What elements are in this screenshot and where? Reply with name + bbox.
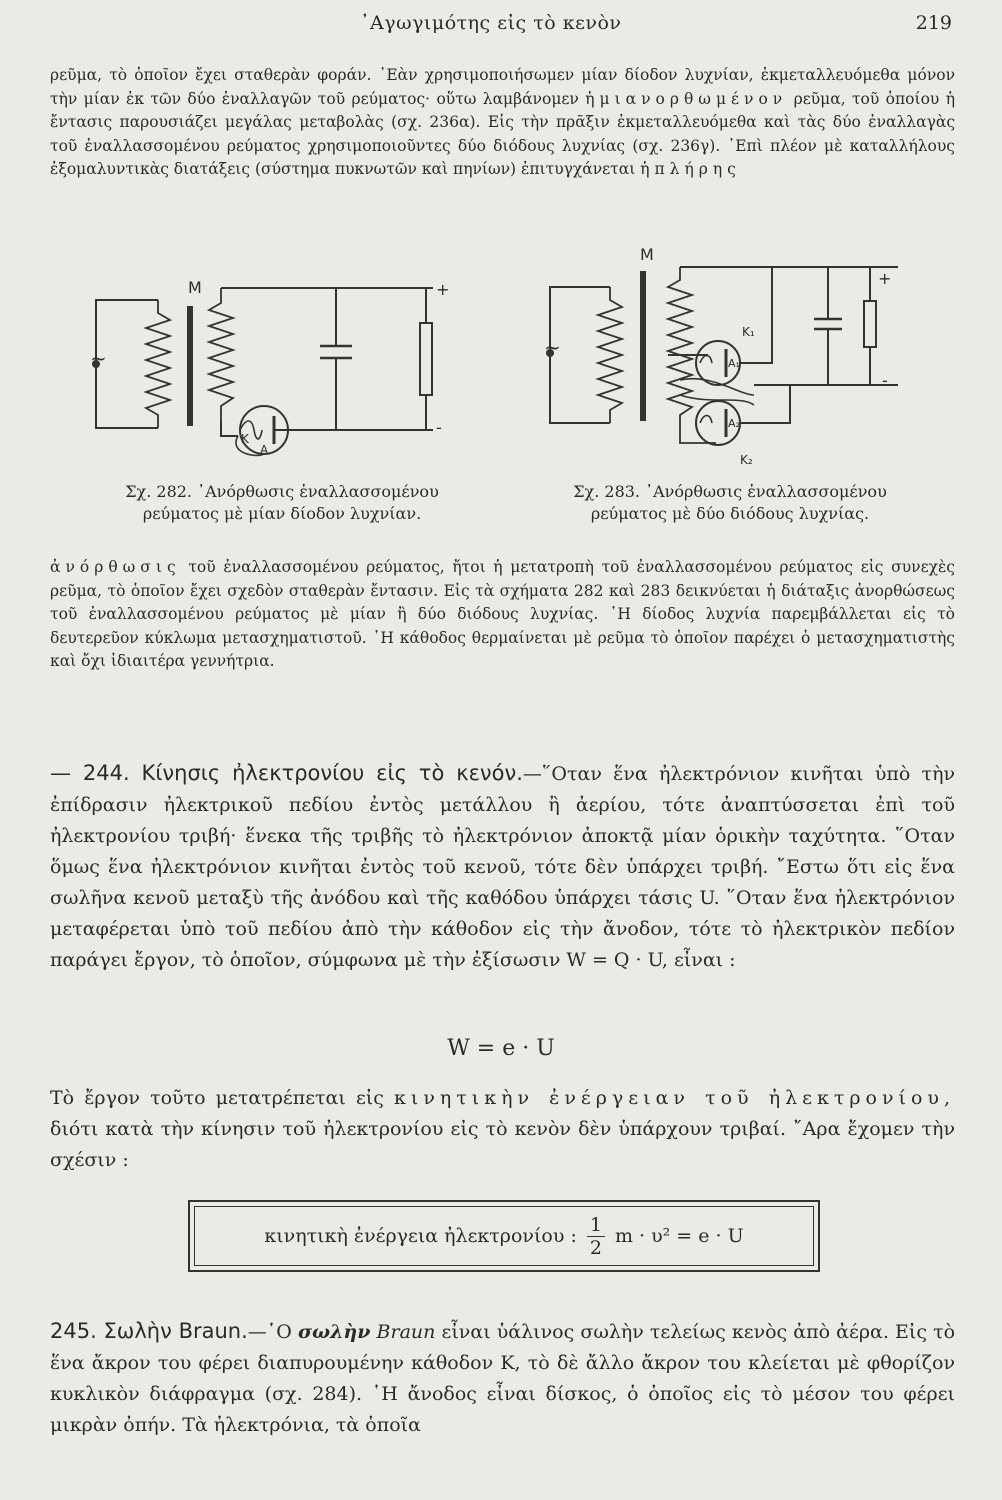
label-minus-282: -	[436, 418, 442, 437]
section-245-text: εἶναι ὑάλινος σωλὴν τελείως κενὸς ἀπὸ ἀέρα. Εἰς τὸ ἕνα ἄκρον του φέρει διαπυρουμένην κάθοδον Κ, τὸ δὲ ἄλλο ἄκρον του κλείεται μὲ φθορίζον κυκλικὸν διάφραγμα (σχ. 284). ῾Η ἄνοδος εἶναι δίσκος, ὁ ὁποῖος εἰς τὸ μέσον του φέρει μικρὰν ὀπήν. Τὰ ἠλεκτρόνια, τὰ ὁποῖα	[50, 1321, 956, 1436]
boxed-formula-label: κινητικὴ ἐνέργεια ἠλεκτρονίου :	[264, 1225, 577, 1247]
paragraph-rectification	[50, 556, 955, 674]
boxed-formula-inner	[194, 1206, 814, 1266]
paragraph-rectification-text: τοῦ ἐναλλασσομένου ρεύματος, ἤτοι ἡ μετατροπὴ τοῦ ἐναλλασσομένου ρεύματος εἰς συνεχὲς ρεῦμα, τὸ ὁποῖον ἔχει σχεδὸν σταθερὰν ἔντασιν. Εἰς τὰ σχήματα 282 καὶ 283 δεικνύεται ἡ διάταξις ἀνορθώσεως τοῦ ἐναλλασσομένου ρεύματος μὲ μίαν ἢ δύο διόδους λυχνίας. ῾Η δίοδος λυχνία παρεμβάλλεται εἰς τὸ δευτερεῦον κύκλωμα μετασχηματιστοῦ. ῾Η κάθοδος θερμαίνεται μὲ ρεῦμα τὸ ὁποῖον παρέχει ὁ μετασχηματιστὴς καὶ ὄχι ἰδιαιτέρα γεννήτρια.	[50, 558, 955, 670]
running-title: ᾿Αγωγιμότης εἰς τὸ κενὸν	[360, 12, 622, 34]
section-244-text: —῞Οταν ἕνα ἠλεκτρόνιον κινῆται ὑπὸ τὴν ἐπίδρασιν ἠλεκτρικοῦ πεδίου ἐντὸς μετάλλου ἢ ἀερίου, τότε ἀναπτύσσεται ἐπὶ τοῦ ἠλεκτρονίου τριβή· ἕνεκα τῆς τριβῆς τὸ ἠλεκτρόνιον ἀποκτᾷ μίαν ὁρικὴν ταχύτητα. ῞Οταν ὅμως ἕνα ἠλεκτρόνιον κινῆται ἐντὸς τοῦ κενοῦ, τότε δὲν ὑπάρχει τριβή. ῎Εστω ὅτι εἰς ἕνα σωλῆνα κενοῦ μεταξὺ τῆς ἀνόδου καὶ τῆς καθόδου ὑπάρχει τάσις U. ῞Οταν ἕνα ἠλεκτρόνιον μεταφέρεται ὑπὸ τοῦ πεδίου ἀπὸ τὴν κάθοδον εἰς τὴν ἄνοδον, τότε τὸ ἠλεκτρικὸν πεδίον παράγει ἔργον, τὸ ὁποῖον, σύμφωνα μὲ τὴν ἐξίσωσιν W = Q · U, εἶναι :	[50, 763, 956, 971]
label-a-282: A	[260, 443, 269, 457]
label-k1-283: K₁	[742, 325, 755, 339]
label-plus-283: +	[878, 269, 892, 288]
label-k-282: K	[241, 432, 249, 446]
caption-283-line2: ρεύματος μὲ δύο διόδους λυχνίας.	[590, 504, 870, 523]
spaced-term-half-rectified: ἡμιανορθωμένον	[585, 89, 788, 108]
fraction-one-half	[587, 1214, 605, 1259]
caption-282	[92, 481, 472, 525]
spaced-term-full: πλήρης	[654, 160, 741, 178]
label-plus-282: +	[436, 280, 450, 299]
figure-283	[540, 245, 920, 475]
page-header	[0, 12, 1002, 42]
label-m-282: M	[188, 278, 202, 297]
label-minus-283: -	[882, 371, 888, 390]
page-number: 219	[915, 12, 952, 34]
paragraph-intro	[50, 64, 955, 182]
paragraph-kinetic-text-b: διότι κατὰ τὴν κίνησιν τοῦ ἠλεκτρονίου εἰς τὸ κενὸν δὲν ὑπάρχουν τριβαί. ῎Αρα ἔχομεν τὴν σχέσιν :	[50, 1118, 955, 1171]
label-ac-282: ~	[90, 346, 107, 370]
section-245-term-name: Braun	[376, 1321, 436, 1343]
caption-282-line2: ρεύματος μὲ μίαν δίοδον λυχνίαν.	[142, 504, 422, 523]
label-m-283: M	[640, 245, 654, 264]
caption-282-line1: Σχ. 282. ᾿Ανόρθωσις ἐναλλασσομένου	[125, 482, 439, 501]
label-a2-283: A₂	[728, 417, 740, 430]
boxed-formula	[188, 1200, 820, 1272]
label-ac-283: ~	[544, 335, 561, 359]
label-a1-283: A₁	[728, 357, 740, 370]
section-245-dash: —῾Ο	[247, 1321, 292, 1343]
figure-282	[88, 258, 468, 473]
fraction-numerator: 1	[587, 1214, 605, 1237]
section-244	[50, 758, 955, 976]
section-245-title: 245. Σωλὴν Braun.	[50, 1319, 248, 1343]
boxed-formula-rest: m · υ² = e · U	[614, 1225, 744, 1247]
caption-283-line1: Σχ. 283. ᾿Ανόρθωσις ἐναλλασσομένου	[573, 482, 887, 501]
spaced-term-rectification: ἀνόρθωσις	[50, 558, 181, 576]
section-245	[50, 1316, 955, 1441]
label-k2-283: K₂	[740, 453, 753, 467]
paragraph-kinetic-text-a: Τὸ ἔργον τοῦτο μετατρέπεται εἰς	[50, 1087, 384, 1109]
section-244-title: — 244. Κίνησις ἠλεκτρονίου εἰς τὸ κενόν.	[50, 761, 523, 785]
fraction-denominator: 2	[589, 1236, 602, 1259]
paragraph-intro-text-a: ρεῦμα, τὸ ὁποῖον ἔχει σταθερὰν φοράν. ᾿Εὰν χρησιμοποιήσωμεν μίαν δίοδον λυχνίαν, ἐκμεταλλευόμεθα μόνον τὴν μίαν ἐκ τῶν δύο ἐναλλαγῶν τοῦ ρεύματος· οὕτω λαμβάνομεν	[50, 66, 955, 108]
figure-282-circuit	[88, 258, 468, 473]
paragraph-kinetic	[50, 1083, 955, 1176]
paragraph-intro-text-b: ρεῦμα, τοῦ ὁποίου ἡ ἔντασις παρουσιάζει μεγάλας μεταβολὰς (σχ. 236α). Εἰς τὴν πρᾶξιν ἐκμεταλλευόμεθα καὶ τὰς δύο ἐναλλαγὰς τοῦ ἐναλλασσομένου ρεύματος χρησιμοποιοῦντες δύο διόδους λυχνίας (σχ. 236γ). ᾿Επὶ πλέον μὲ καταλλήλους ἐξομαλυντικὰς διατάξεις (σύστημα πυκνωτῶν καὶ πηνίων) ἐπιτυγχάνεται ἡ	[50, 89, 955, 178]
equation-work: W = e · U	[447, 1036, 555, 1061]
caption-283	[520, 481, 940, 525]
spaced-term-kinetic-energy: κινητικὴν ἐνέργειαν τοῦ ἠλεκτρονίου,	[394, 1087, 955, 1109]
section-245-term: σωλὴν	[297, 1321, 371, 1343]
